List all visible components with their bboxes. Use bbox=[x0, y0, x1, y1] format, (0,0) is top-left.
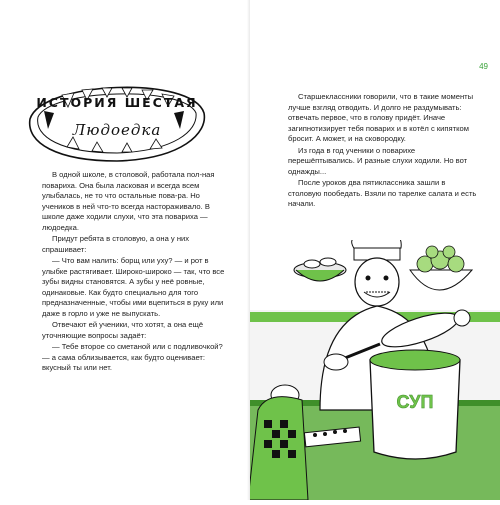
chapter-title-art bbox=[22, 73, 212, 165]
cook-illustration bbox=[250, 240, 500, 500]
left-page bbox=[0, 0, 250, 500]
paragraph: Придут ребята в столовую, а она у них спрашивает: bbox=[42, 234, 190, 254]
left-body-text bbox=[42, 170, 232, 375]
paragraph: — Тебе второе со сметаной или с подливочкой? — а сама облизывается, как будто оценивает: вкусный ты или нет. bbox=[42, 342, 223, 372]
paragraph: Отвечают ей ученики, что хотят, а она ещё уточняющие вопросы задаёт: bbox=[42, 320, 204, 340]
paragraph: Из года в год ученики о поварихе перешёптывались. И разные слухи ходили. Но вот однажды... bbox=[288, 145, 468, 176]
cook-with-soup-pot-illustration bbox=[250, 240, 500, 500]
chapter-subtitle: Людоедка bbox=[72, 121, 162, 139]
pot-label: СУП bbox=[396, 392, 434, 412]
paragraph: Старшеклассники говорили, что в такие моменты лучше взгляд отводить. И долго не раздумывать: отвечать первое, что в голову придёт. Иначе загипнотизирует тебя поварих и в котёл с кипятком бросит. А может, и на сковородку. bbox=[288, 92, 474, 143]
open-mouth-teeth-frame bbox=[22, 73, 212, 165]
page-number: 49 bbox=[479, 62, 488, 71]
chapter-title: ИСТОРИЯ ШЕСТАЯ bbox=[36, 95, 198, 110]
right-body-text bbox=[288, 92, 478, 211]
paragraph: — Что вам налить: борщ или уху? — и рот в улыбке растягивает. Широко-широко — так, что все зубы видны становятся. А зубы у неё ровные, одинаковые. Как будто специально для того предназначенные, чтобы ими вцепиться в руку или даже в горло и уже не выпускать. bbox=[42, 256, 225, 318]
paragraph: В одной школе, в столовой, работала пол-ная повариха. Она была ласковая и всегда всем улыбалась, не то что остальные пова-ра. Но учеников в ней что-то всегда настораживало. В школе даже ходили слухи, что эта повариха — людоедка. bbox=[42, 170, 215, 232]
paragraph: После уроков два пятиклассника зашли в столовую пообедать. Взяли по тарелке салата и есть начали. bbox=[288, 178, 477, 208]
